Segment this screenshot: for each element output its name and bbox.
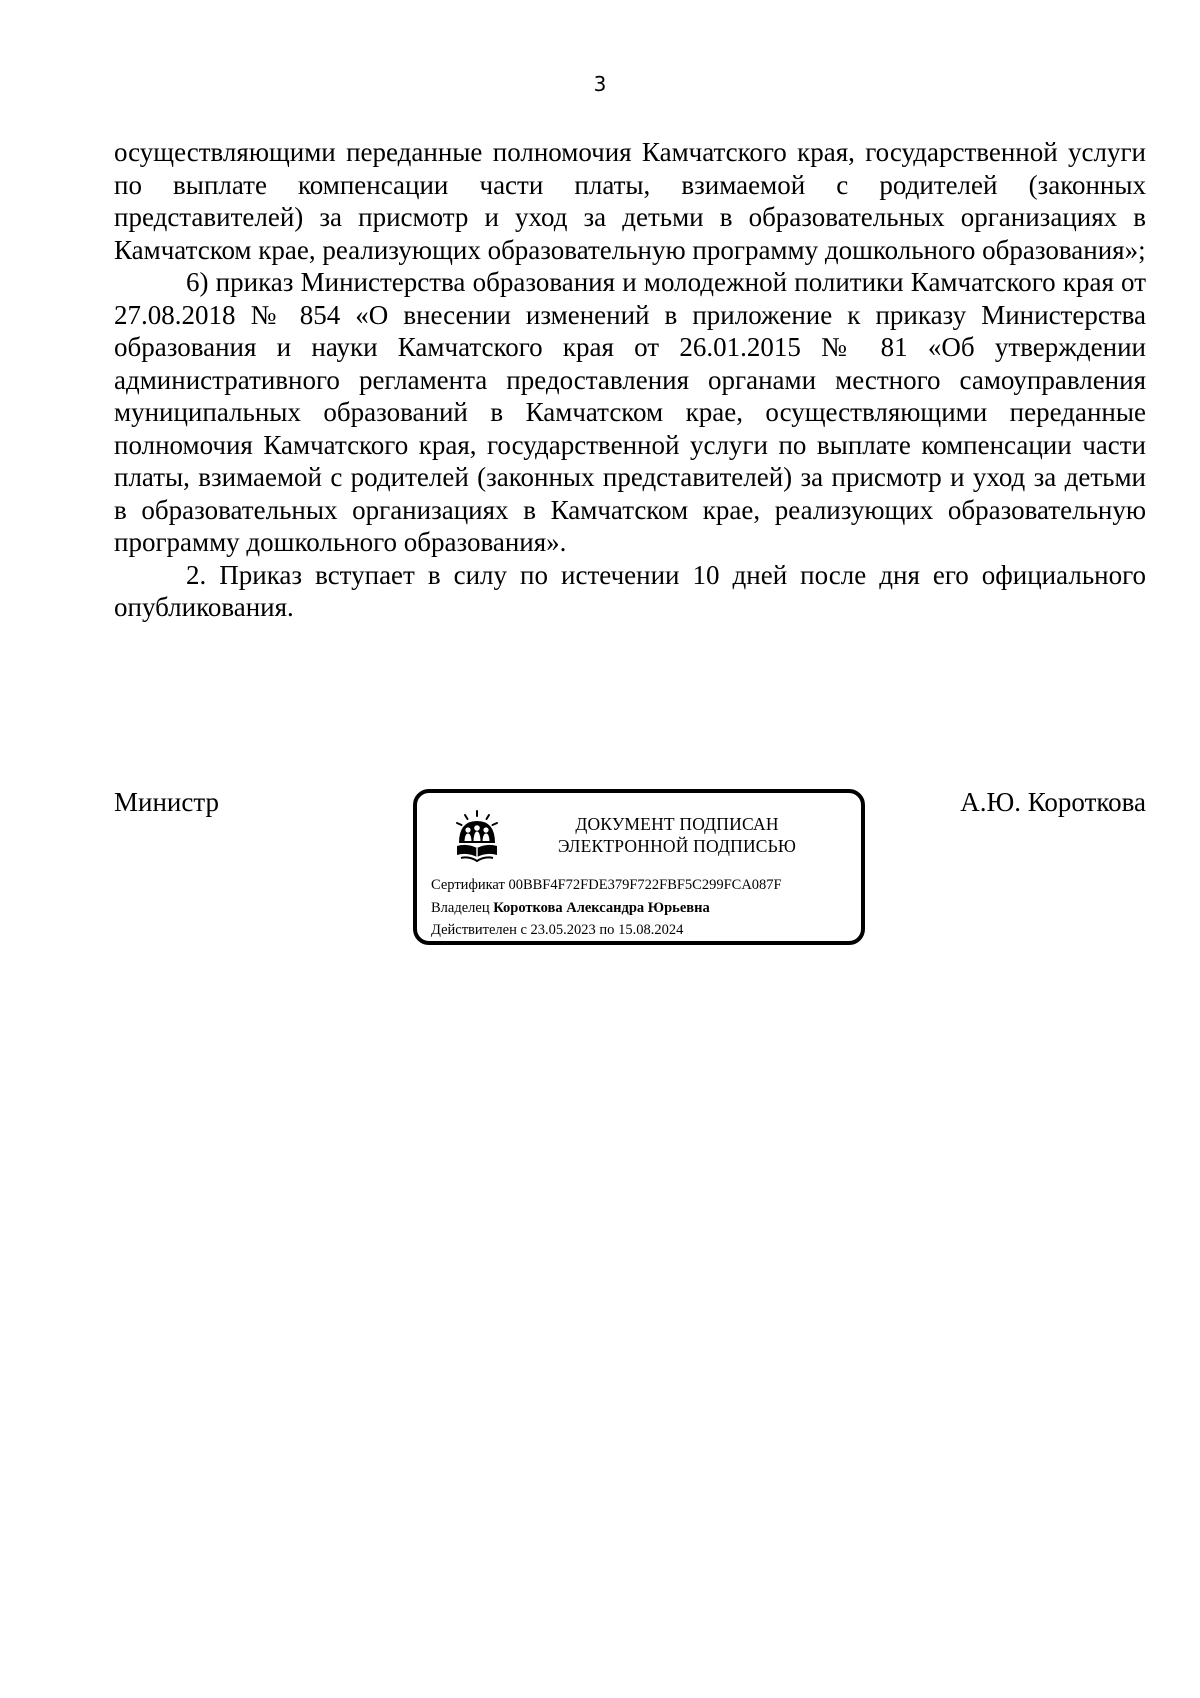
- stamp-owner-line: [431, 900, 710, 917]
- stamp-validity-line: [431, 922, 683, 939]
- signer-title: Министр: [114, 787, 219, 817]
- certificate-label: Сертификат: [431, 877, 505, 893]
- valid-label: Действителен: [431, 922, 517, 938]
- kamchatka-emblem-icon: [453, 809, 501, 865]
- stamp-heading: [527, 813, 827, 857]
- valid-from-date: 23.05.2023: [530, 922, 596, 938]
- valid-to-date: 15.08.2024: [618, 922, 684, 938]
- electronic-signature-stamp: [413, 789, 865, 945]
- document-body: [114, 136, 1146, 624]
- stamp-certificate-line: [431, 877, 782, 894]
- page-number: 3: [593, 72, 607, 96]
- certificate-value: 00BBF4F72FDE379F722FBF5C299FCA087F: [508, 877, 782, 893]
- paragraph-effective-date: 2. Приказ вступает в силу по истечении 10 дней после дня его официального опубликования.: [114, 559, 1146, 622]
- valid-from-label: с: [520, 922, 527, 938]
- signer-name: А.Ю. Короткова: [960, 787, 1146, 817]
- owner-value: Короткова Александра Юрьевна: [493, 900, 710, 916]
- stamp-heading-line-1: ДОКУМЕНТ ПОДПИСАН: [575, 814, 779, 834]
- paragraph-continuation: осуществляющими переданные полномочия Камчатского края, государственной услуги по выплате компенсации части платы, взимаемой с родителей (законных представителей) за присмотр и уход за детьми в образовательных организациях в Камчатском крае, реализующих образовательную программу дошкольного образования»;: [114, 137, 1146, 265]
- valid-to-label: по: [599, 922, 615, 938]
- paragraph-item-6: 6) приказ Министерства образования и молодежной политики Камчатского края от 27.08.2018 № 854 «О внесении изменений в приложение к приказу Министерства образования и науки Камчатского края от 26.01.2015 № 81 «Об утверждении административного регламента предоставления органами местного самоуправления муниципальных образований в Камчатском крае, осуществляющими переданные полномочия Камчатского края, государственной услуги по выплате компенсации части платы, взимаемой с родителей (законных представителей) за присмотр и уход за детьми в образовательных организациях в Камчатском крае, реализующих образовательную программу дошкольного образования».: [114, 267, 1146, 557]
- owner-label: Владелец: [431, 900, 490, 916]
- stamp-heading-line-2: ЭЛЕКТРОННОЙ ПОДПИСЬЮ: [557, 836, 797, 856]
